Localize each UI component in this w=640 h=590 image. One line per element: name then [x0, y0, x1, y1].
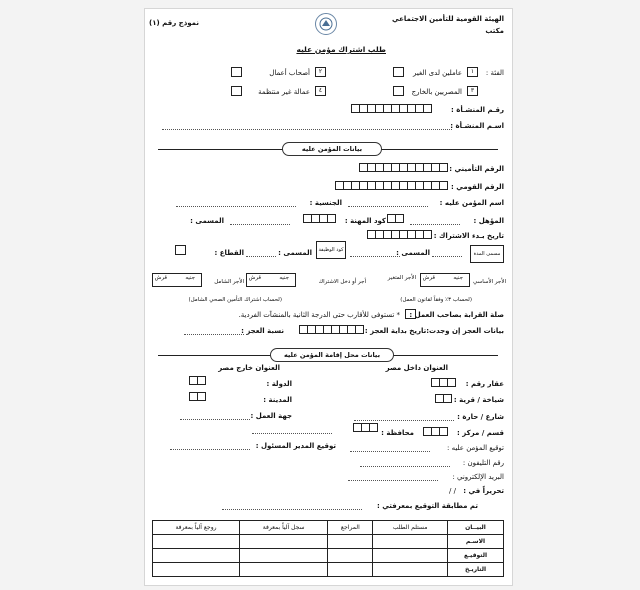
review-col-header: روجع آلياً بمعرفة	[153, 521, 240, 535]
start-date-cells[interactable]	[368, 230, 432, 239]
authority-name: الهيئة القومية للتأمين الاجتماعي	[392, 15, 504, 23]
work-entity-line[interactable]	[180, 419, 250, 420]
email-label: البريد الإلكتروني :	[452, 473, 504, 481]
complete-wage-label: الأجر الشامل	[214, 279, 244, 285]
first-designation-line[interactable]	[432, 256, 462, 257]
duration-code-box: مسمى المدة	[470, 245, 504, 263]
subscription-wage-label: أجر أو دخل الاشتراك	[318, 279, 366, 285]
relation-label: صلة القرابة بصاحب العمل :	[409, 311, 504, 319]
review-row-label: التاريـخ	[448, 563, 504, 577]
review-cell[interactable]	[153, 563, 240, 577]
calc-note-2: (لحساب اشتراك التأمين الصحي الشامل)	[188, 297, 282, 303]
written-on-label: تحريراً في :	[463, 487, 504, 495]
insurance-no-cells[interactable]	[360, 163, 448, 172]
inside-address-heading: العنوان داخل مصر	[385, 364, 448, 372]
written-on-date[interactable]: / /	[449, 487, 456, 495]
establishment-name-label: اسـم المنشـأة :	[450, 122, 504, 130]
review-col-header: مستلم الطلب	[373, 521, 448, 535]
category-num-3: ٣	[467, 86, 478, 96]
governorate-cells[interactable]	[354, 423, 378, 432]
review-cell[interactable]	[373, 549, 448, 563]
insured-signature-line[interactable]	[350, 451, 430, 452]
job-designation-label: المسمى :	[278, 249, 312, 257]
complete-wage-pound: جنيه	[185, 275, 195, 281]
qualification-label: المؤهل :	[473, 217, 504, 225]
street-line[interactable]	[354, 420, 454, 421]
basic-wage-label: الأجر الأساسي	[473, 279, 506, 285]
country-label: الدولة :	[266, 380, 292, 388]
signature-match-line[interactable]	[222, 509, 362, 510]
review-cell[interactable]	[328, 549, 373, 563]
complete-wage-box[interactable]	[152, 273, 202, 287]
basic-wage-pound: جنيه	[453, 275, 463, 281]
manager-signature-label: توقيع المدير المسئول :	[255, 442, 336, 450]
review-cell[interactable]	[373, 563, 448, 577]
nationality-line[interactable]	[176, 206, 296, 207]
review-col-header: البيــان	[448, 521, 504, 535]
qualification-cells[interactable]	[388, 214, 404, 223]
review-row-label: التوقيـع	[448, 549, 504, 563]
category-option-2: أصحاب أعمال	[269, 69, 310, 77]
category-num-1: ١	[467, 67, 478, 77]
insured-name-line[interactable]	[348, 206, 428, 207]
job-code-box: كود الوظيفة	[316, 241, 346, 259]
national-no-cells[interactable]	[336, 181, 448, 190]
category-check-3[interactable]	[393, 86, 404, 96]
page-title: طلب اشتراك مؤمن عليه	[296, 45, 386, 54]
insured-section-banner: بيانات المؤمن عليه	[282, 142, 382, 156]
review-cell[interactable]	[239, 549, 327, 563]
profession-designation-line[interactable]	[230, 224, 290, 225]
subscription-wage-piaster: قرش	[248, 275, 261, 281]
disability-ratio-line[interactable]	[184, 334, 244, 335]
village-label: شياخة / قرية :	[453, 396, 504, 404]
sector-line[interactable]	[246, 256, 276, 257]
district-label: قسم / مركز :	[457, 429, 504, 437]
qualification-line[interactable]	[410, 224, 460, 225]
review-table-header	[153, 521, 504, 535]
subscription-wage-box[interactable]	[246, 273, 296, 287]
city-label: المدينة :	[263, 396, 292, 404]
establishment-number-label: رقـم المنشـأة :	[450, 106, 504, 114]
table-row	[153, 535, 504, 549]
nationality-label: الجنسية :	[309, 199, 342, 207]
disability-label: بيانات العجز إن وجدت:تاريخ بداية العجز :	[364, 327, 504, 335]
complete-wage-piaster: قرش	[154, 275, 167, 281]
first-designation-label: المسمى :	[396, 249, 430, 257]
category-num-4: ٤	[315, 86, 326, 96]
office-label: مكتب	[485, 27, 504, 35]
category-option-1: عاملين لدى الغير	[413, 69, 462, 77]
relation-note: * تستوفى للأقارب حتى الدرجة الثانية بالمنشآت الفردية.	[238, 311, 400, 319]
review-cell[interactable]	[239, 563, 327, 577]
category-option-4: عمالة غير منتظمة	[258, 88, 310, 96]
disability-ratio-label: نسبة العجز :	[241, 327, 284, 335]
disability-date-cells[interactable]	[300, 325, 364, 334]
table-row	[153, 563, 504, 577]
insured-signature-label: توقيع المؤمن عليه :	[447, 444, 504, 452]
property-label: عقار رقم :	[465, 380, 504, 388]
city-cells[interactable]	[190, 392, 206, 401]
phone-label: رقم التليفون :	[462, 459, 504, 467]
district-cells[interactable]	[424, 427, 448, 436]
insured-name-label: اسم المؤمن عليه :	[439, 199, 504, 207]
job-designation-line[interactable]	[350, 256, 400, 257]
subscription-wage-pound: جنيه	[279, 275, 289, 281]
review-cell[interactable]	[373, 535, 448, 549]
profession-designation-label: المسمى :	[190, 217, 224, 225]
residence-section-banner: بيانات محل إقامة المؤمن عليه	[270, 348, 394, 362]
category-check-2[interactable]	[231, 67, 242, 77]
authority-logo	[315, 13, 337, 35]
insurance-no-label: الرقم التأميني :	[449, 165, 504, 173]
category-label: الفئة :	[485, 69, 504, 77]
property-cells[interactable]	[432, 378, 456, 387]
national-no-label: الرقم القومي :	[451, 183, 504, 191]
establishment-number-cells[interactable]	[352, 104, 432, 113]
relation-box[interactable]	[405, 309, 416, 319]
governorate-label: محافظة :	[381, 429, 414, 437]
review-row-label: الاسـم	[448, 535, 504, 549]
basic-wage-piaster: قرش	[422, 275, 435, 281]
country-cells[interactable]	[190, 376, 206, 385]
category-option-3: المصريين بالخارج	[411, 88, 462, 96]
basic-wage-box[interactable]	[420, 273, 470, 287]
review-cell[interactable]	[328, 563, 373, 577]
form-number: نموذج رقم (١)	[149, 19, 200, 27]
review-cell[interactable]	[153, 549, 240, 563]
table-row	[153, 549, 504, 563]
village-cells[interactable]	[436, 394, 452, 403]
category-check-4[interactable]	[231, 86, 242, 96]
work-entity-label: جهة العمل :	[250, 412, 292, 420]
sector-label: القطاع :	[214, 249, 244, 257]
phone-line[interactable]	[360, 466, 450, 467]
profession-code-cells[interactable]	[304, 214, 336, 223]
signature-match-label: تم مطابقة التوقيع بمعرفتي :	[376, 502, 478, 510]
sector-box[interactable]	[175, 245, 186, 255]
establishment-name-line[interactable]	[162, 129, 452, 130]
profession-code-label: كود المهنة :	[344, 217, 386, 225]
review-col-header: سجل آلياً بمعرفة	[239, 521, 327, 535]
form-page	[144, 8, 513, 586]
review-col-header: المراجع	[328, 521, 373, 535]
review-table	[152, 520, 504, 577]
manager-signature-line[interactable]	[170, 449, 250, 450]
calc-note-1: (لحساب ٣٪ وفقاً لقانون العمل)	[400, 297, 472, 303]
review-cell[interactable]	[239, 535, 327, 549]
governorate-line[interactable]	[252, 433, 332, 434]
email-line[interactable]	[348, 480, 438, 481]
outside-address-heading: العنوان خارج مصر	[218, 364, 280, 372]
start-date-label: تاريخ بـدء الاشتراك :	[433, 232, 504, 240]
review-cell[interactable]	[153, 535, 240, 549]
variable-wage-label: الأجر المتغير	[387, 275, 416, 281]
category-num-2: ٢	[315, 67, 326, 77]
category-check-1[interactable]	[393, 67, 404, 77]
street-label: شارع / حارة :	[457, 413, 504, 421]
review-cell[interactable]	[328, 535, 373, 549]
